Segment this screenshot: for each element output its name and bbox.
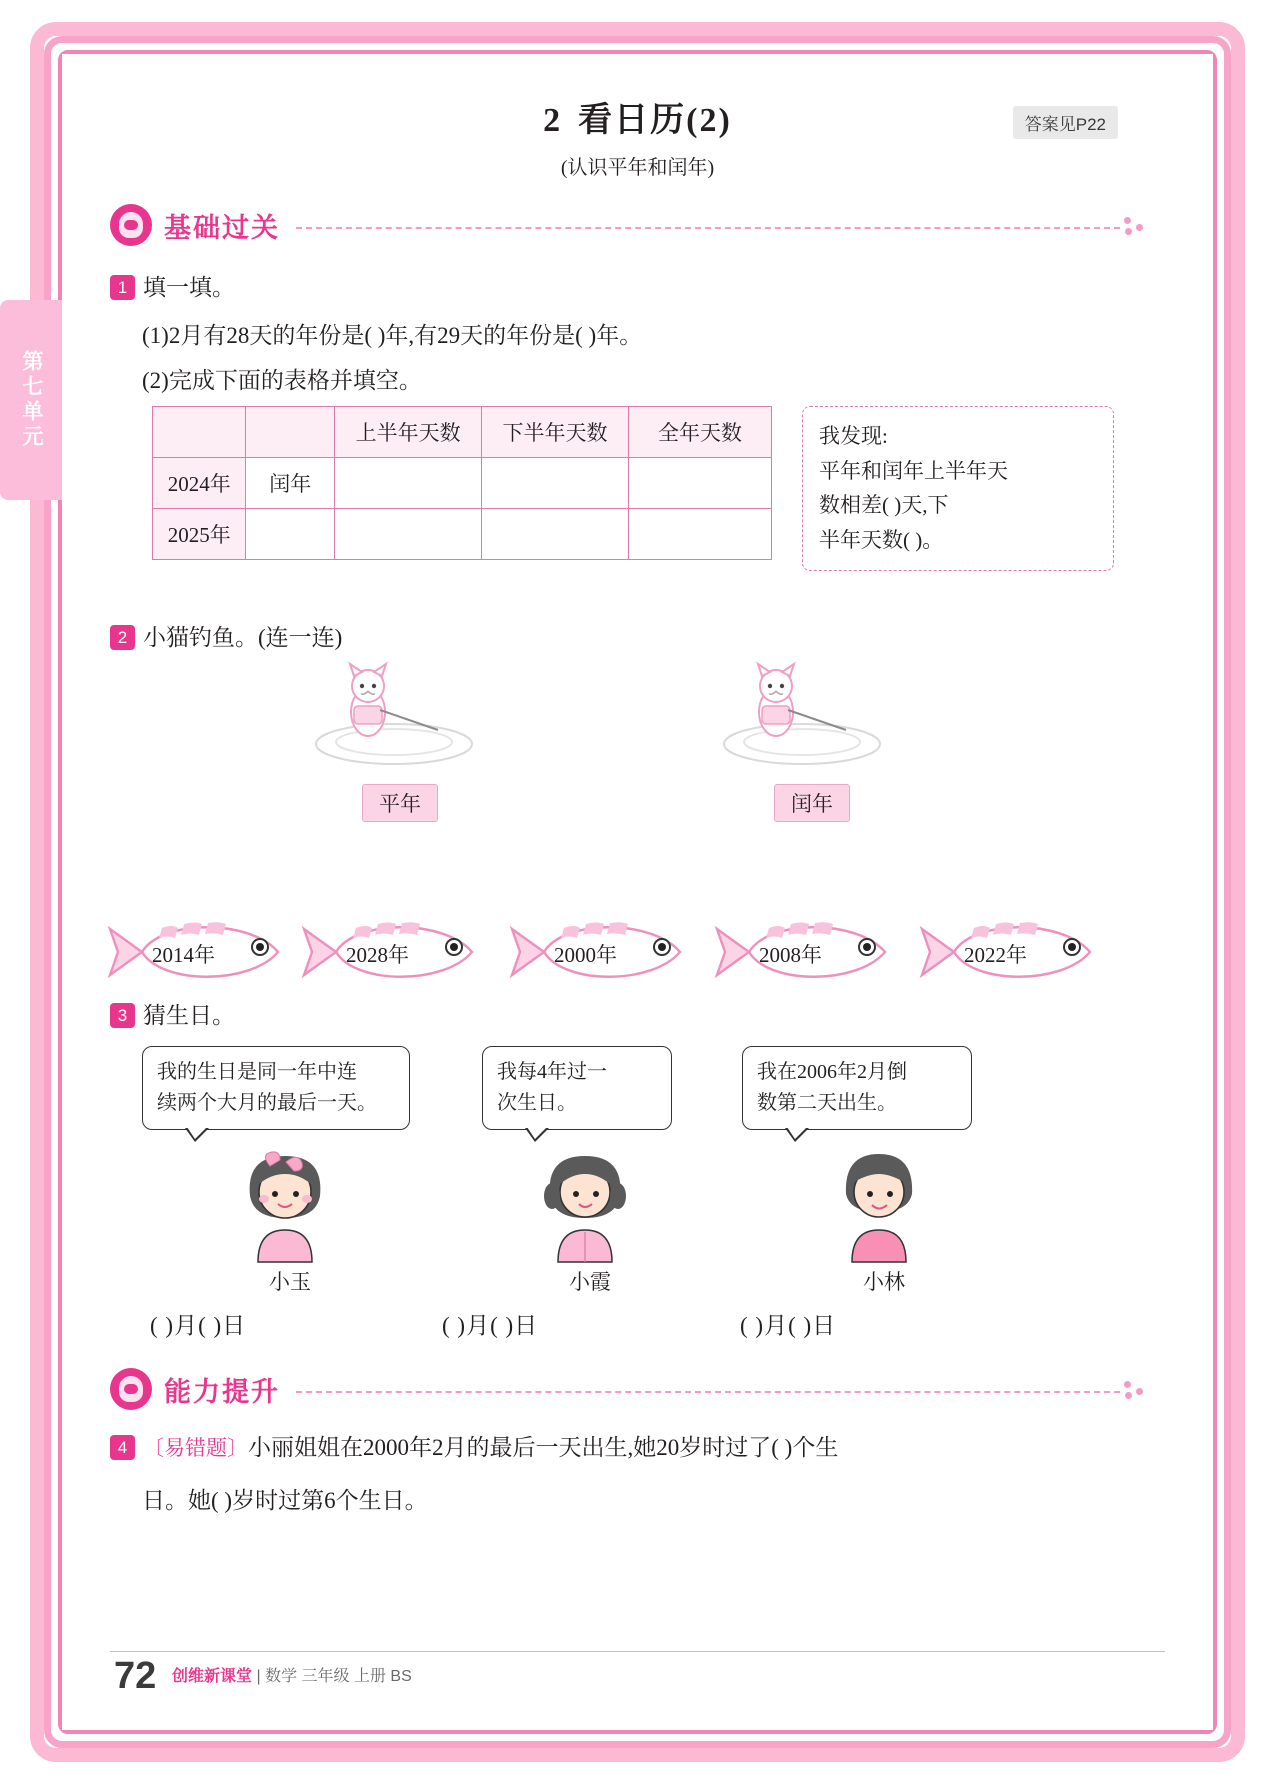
discovery-line-1: 我发现: bbox=[819, 424, 888, 448]
kid-avatar-xiaoyu bbox=[230, 1144, 340, 1264]
cat-label-common-year: 平年 bbox=[362, 784, 438, 822]
table-cell-year: 2024年 bbox=[153, 458, 246, 509]
question-3-label: 猜生日。 bbox=[143, 1003, 235, 1028]
table-cell-blank[interactable] bbox=[628, 458, 771, 509]
cat-label-leap-year: 闰年 bbox=[774, 784, 850, 822]
table-header-cell: 下半年天数 bbox=[482, 407, 629, 458]
section-header-advanced bbox=[110, 1366, 1150, 1412]
answer-blank-xiaolin[interactable]: ( )月( )日 bbox=[740, 1313, 837, 1338]
cat-fishing-illustration-1 bbox=[294, 654, 494, 774]
section-header-basic bbox=[110, 202, 1150, 248]
lesson-title: 看日历(2) bbox=[578, 102, 732, 139]
section-dots-decoration bbox=[1124, 215, 1150, 235]
section-title: 基础过关 bbox=[164, 212, 280, 243]
fish-year-label: 2000年 bbox=[554, 943, 617, 967]
cat-fishing-illustration-2 bbox=[702, 654, 902, 774]
page-number: 72 bbox=[114, 1655, 157, 1697]
bubble-line: 续两个大月的最后一天。 bbox=[157, 1092, 377, 1114]
table-cell-blank[interactable] bbox=[335, 458, 482, 509]
question-2-label: 小猫钓鱼。 bbox=[143, 625, 258, 650]
speech-bubble-xiaoyu bbox=[142, 1046, 410, 1130]
discovery-box bbox=[802, 406, 1114, 571]
table-cell-year: 2025年 bbox=[153, 509, 246, 560]
fish-year-label: 2014年 bbox=[152, 943, 215, 967]
table-cell-blank[interactable] bbox=[628, 509, 771, 560]
worksheet-page bbox=[62, 54, 1213, 1730]
fish-year-label: 2022年 bbox=[964, 943, 1027, 967]
question-4-tag: 〔易错题〕 bbox=[143, 1436, 248, 1460]
table-row bbox=[153, 509, 772, 560]
answer-blank-xiaoxia[interactable]: ( )月( )日 bbox=[442, 1313, 539, 1338]
footer-separator: | bbox=[256, 1668, 261, 1685]
fish-item[interactable] bbox=[707, 909, 907, 995]
lesson-number: 2 bbox=[543, 102, 563, 139]
table-header-cell: 全年天数 bbox=[628, 407, 771, 458]
table-row bbox=[153, 458, 772, 509]
section-title-2: 能力提升 bbox=[164, 1376, 280, 1407]
question-4-text-1: 小丽姐姐在2000年2月的最后一天出生,她20岁时过了( )个生 bbox=[248, 1435, 839, 1460]
discovery-line-2: 平年和闰年上半年天 bbox=[819, 458, 1008, 483]
question-1-label: 填一填。 bbox=[143, 275, 235, 300]
table-header-cell: 上半年天数 bbox=[335, 407, 482, 458]
question-2-title bbox=[110, 619, 342, 652]
discovery-line-4: 半年天数( )。 bbox=[819, 527, 944, 552]
kid-name-xiaoxia: 小霞 bbox=[569, 1270, 611, 1294]
fish-item[interactable] bbox=[100, 909, 300, 995]
question-4-line-1 bbox=[110, 1429, 838, 1462]
question-2-number: 2 bbox=[110, 625, 135, 650]
fish-item[interactable] bbox=[502, 909, 702, 995]
fish-item[interactable] bbox=[912, 909, 1112, 995]
answer-reference-badge: 答案见P22 bbox=[1013, 106, 1118, 139]
bubble-line: 我的生日是同一年中连 bbox=[157, 1061, 357, 1083]
bubble-line: 我在2006年2月倒 bbox=[757, 1061, 907, 1083]
discovery-line-3: 数相差( )天,下 bbox=[819, 493, 949, 518]
speech-bubble-xiaolin bbox=[742, 1046, 972, 1130]
table-header-cell bbox=[153, 407, 246, 458]
unit-tab-label: 第七单元 bbox=[20, 350, 43, 450]
question-1-part2: (2)完成下面的表格并填空。 bbox=[142, 368, 422, 393]
speech-bubble-xiaoxia bbox=[482, 1046, 672, 1130]
footer-brand: 创维新课堂 bbox=[172, 1668, 253, 1685]
question-4-line-2: 日。她( )岁时过第6个生日。 bbox=[142, 1488, 428, 1513]
table-header-row bbox=[153, 407, 772, 458]
footer-info bbox=[172, 1663, 412, 1686]
fish-item[interactable] bbox=[294, 909, 494, 995]
kid-avatar-xiaoxia bbox=[530, 1144, 640, 1264]
table-header-cell bbox=[246, 407, 335, 458]
question-3-number: 3 bbox=[110, 1003, 135, 1028]
table-cell-blank[interactable] bbox=[482, 458, 629, 509]
footer-divider bbox=[110, 1651, 1165, 1652]
bubble-line: 次生日。 bbox=[497, 1092, 577, 1114]
question-1-part1: (1)2月有28天的年份是( )年,有29天的年份是( )年。 bbox=[142, 323, 643, 348]
bubble-line: 数第二天出生。 bbox=[757, 1092, 897, 1114]
kid-name-xiaolin: 小林 bbox=[863, 1270, 905, 1294]
table-cell-blank[interactable] bbox=[246, 509, 335, 560]
section-divider-2 bbox=[296, 1391, 1120, 1393]
bubble-line: 我每4年过一 bbox=[497, 1061, 607, 1083]
answer-blank-xiaoyu[interactable]: ( )月( )日 bbox=[150, 1313, 247, 1338]
table-cell-type: 闰年 bbox=[246, 458, 335, 509]
lesson-subtitle: (认识平年和闰年) bbox=[560, 157, 715, 179]
kid-avatar-xiaolin bbox=[824, 1144, 934, 1264]
question-2-hint: (连一连) bbox=[258, 625, 343, 650]
section-divider bbox=[296, 227, 1120, 229]
table-cell-blank[interactable] bbox=[335, 509, 482, 560]
section-dots-decoration-2 bbox=[1124, 1379, 1150, 1399]
question-3-title bbox=[110, 997, 235, 1030]
question-4-number: 4 bbox=[110, 1435, 135, 1460]
question-1-number: 1 bbox=[110, 275, 135, 300]
unit-tab bbox=[0, 300, 62, 500]
student-avatar-icon-2 bbox=[110, 1368, 152, 1410]
table-cell-blank[interactable] bbox=[482, 509, 629, 560]
fish-year-label: 2028年 bbox=[346, 943, 409, 967]
footer-meta: 数学 三年级 上册 BS bbox=[265, 1668, 412, 1685]
fish-year-label: 2008年 bbox=[759, 943, 822, 967]
student-avatar-icon bbox=[110, 204, 152, 246]
year-days-table[interactable] bbox=[152, 406, 772, 560]
kid-name-xiaoyu: 小玉 bbox=[269, 1270, 311, 1294]
question-1-title bbox=[110, 269, 235, 302]
